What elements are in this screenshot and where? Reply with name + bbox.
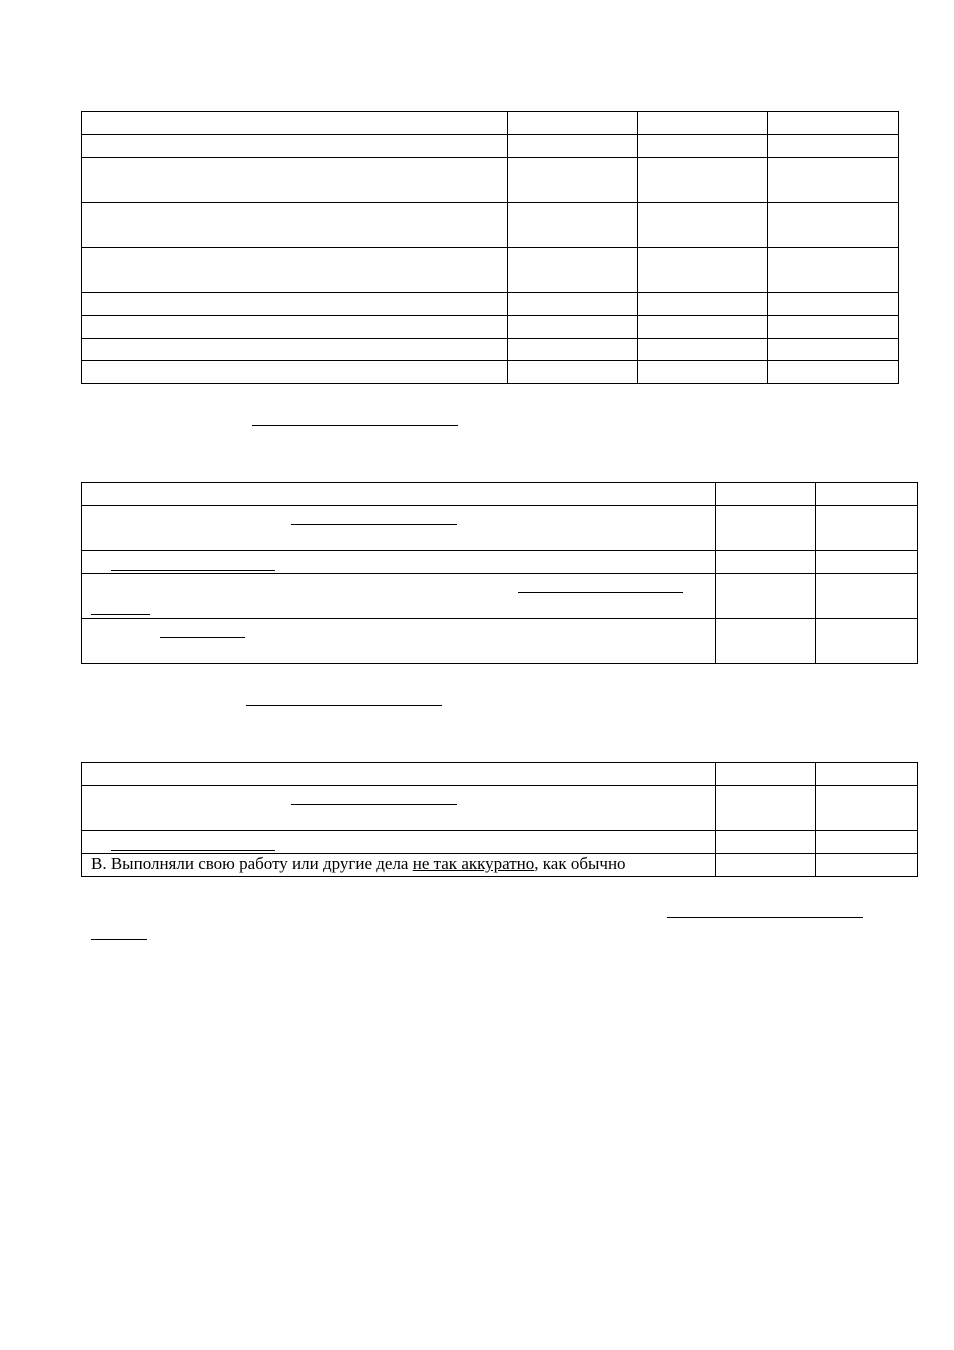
underline-blank: [667, 917, 863, 918]
table-row: [82, 361, 899, 384]
underline-blank: [252, 425, 458, 426]
table-row: [82, 158, 899, 203]
table-row: [82, 506, 918, 551]
table-row: [82, 854, 918, 877]
table-row: [82, 112, 899, 135]
underline-blank: [291, 524, 457, 525]
underline-blank: [160, 637, 245, 638]
emphasis-underlined: не так аккуратно: [412, 854, 535, 873]
underline-blank: [91, 939, 147, 940]
table-row: [82, 619, 918, 664]
underline-blank: [518, 592, 683, 593]
table-1: [81, 111, 899, 384]
table-row: [82, 339, 899, 361]
table-row: [82, 248, 899, 293]
table-row: [82, 293, 899, 316]
table-row: [82, 763, 918, 786]
question-text: В. Выполняли свою работу или другие дела не так аккуратно, как обычно: [91, 854, 626, 873]
underline-blank: [111, 850, 275, 851]
table-row: [82, 786, 918, 831]
table-3: [81, 762, 918, 877]
underline-blank: [91, 614, 150, 615]
table-row: [82, 135, 899, 158]
underline-blank: [111, 570, 275, 571]
table-row: [82, 574, 918, 619]
table-row: [82, 203, 899, 248]
underline-blank: [246, 705, 442, 706]
table-row: [82, 483, 918, 506]
underline-blank: [291, 804, 457, 805]
table-row: [82, 316, 899, 339]
question-cell: [82, 854, 716, 877]
